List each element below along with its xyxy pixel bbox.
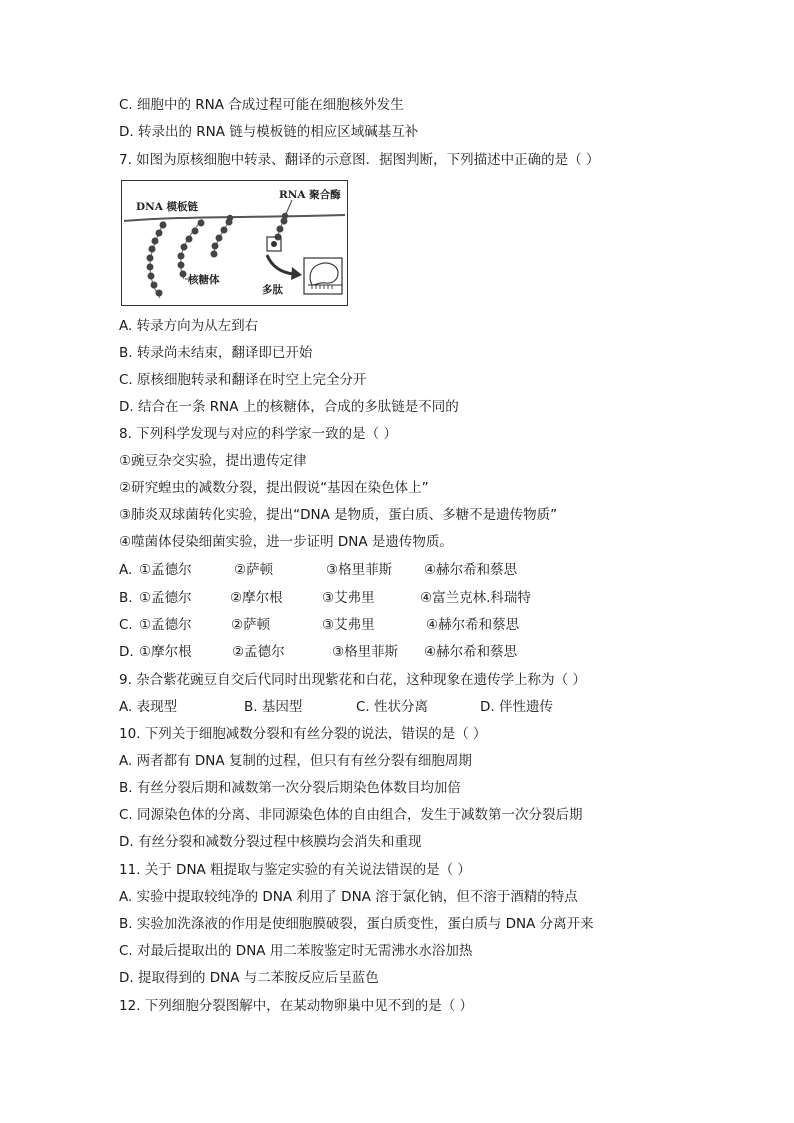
- q7-stem: 7. 如图为原核细胞中转录、翻译的示意图．据图判断，下列描述中正确的是（ ）: [119, 152, 600, 168]
- ribosome-dot: [147, 255, 154, 262]
- label-dna-template: DNA 模板链: [136, 201, 199, 213]
- ribosome-dot: [186, 236, 193, 243]
- q8-option-b-c1: ①孟德尔: [139, 590, 192, 606]
- q8-option-d-c4: ④赫尔希和蔡思: [424, 644, 518, 660]
- ribosome-dot: [148, 273, 155, 280]
- q10-option-c: C. 同源染色体的分离、非同源染色体的自由组合，发生于减数第一次分裂后期: [119, 807, 583, 823]
- q8-option-c-c1: ①孟德尔: [139, 617, 192, 633]
- q8-item-4: ④噬菌体侵染细菌实验，进一步证明 DNA 是遗传物质。: [119, 534, 453, 550]
- q8-option-c-c2: ②萨顿: [231, 617, 271, 633]
- ribosome-dot: [156, 230, 163, 237]
- ribosome-dot: [149, 246, 156, 253]
- label-ribosome: 核糖体: [188, 274, 220, 286]
- ribosome-dot: [198, 220, 205, 227]
- q9-option-c: C. 性状分离: [356, 699, 429, 715]
- q8-stem: 8. 下列科学发现与对应的科学家一致的是（ ）: [119, 426, 397, 442]
- q7-option-a: A. 转录方向为从左到右: [119, 318, 259, 334]
- q7-option-d: D. 结合在一条 RNA 上的核糖体，合成的多肽链是不同的: [119, 399, 459, 415]
- q8-option-d-c1: ①摩尔根: [139, 644, 192, 660]
- rnap-pointer: [286, 200, 292, 214]
- q9-stem: 9. 杂合紫花豌豆自交后代同时出现紫花和白花，这种现象在遗传学上称为（ ）: [119, 672, 586, 688]
- enlarged-ribosome: [310, 263, 338, 285]
- q8-option-b-c2: ②摩尔根: [230, 590, 283, 606]
- q8-option-b-c4: ④富兰克林.科瑞特: [420, 590, 531, 606]
- q11-option-a: A. 实验中提取较纯净的 DNA 利用了 DNA 溶于氯化钠，但不溶于酒精的特点: [119, 889, 578, 905]
- q8-item-1: ①豌豆杂交实验，提出遗传定律: [119, 453, 307, 469]
- q8-option-a-c3: ③格里菲斯: [326, 562, 393, 578]
- q10-option-b: B. 有丝分裂后期和减数第一次分裂后期染色体数目均加倍: [119, 780, 461, 796]
- zoom-arrow: [267, 255, 294, 274]
- q10-stem: 10. 下列关于细胞减数分裂和有丝分裂的说法，错误的是（ ）: [119, 726, 487, 742]
- q9-option-a: A. 表现型: [119, 699, 178, 715]
- q10-option-a: A. 两者都有 DNA 复制的过程，但只有有丝分裂有细胞周期: [119, 753, 472, 769]
- q8-option-a-letter: A.: [119, 562, 133, 578]
- ribosome-dot: [178, 262, 185, 269]
- q8-option-a-c4: ④赫尔希和蔡思: [424, 562, 518, 578]
- q11-stem: 11. 关于 DNA 粗提取与鉴定实验的有关说法错误的是（ ）: [119, 862, 471, 878]
- q8-option-d-letter: D.: [119, 644, 134, 660]
- label-rna-polymerase: RNA 聚合酶: [279, 189, 341, 201]
- ribosome-dot: [277, 226, 284, 233]
- q8-option-b-c3: ③艾弗里: [322, 590, 375, 606]
- q11-option-c: C. 对最后提取出的 DNA 用二苯胺鉴定时无需沸水水浴加热: [119, 943, 473, 959]
- dna-strand: [124, 215, 345, 221]
- ribosome-dot: [178, 253, 185, 260]
- q7-option-c: C. 原核细胞转录和翻译在时空上完全分开: [119, 372, 367, 388]
- transcription-translation-diagram: [121, 180, 348, 306]
- q6-option-d: D. 转录出的 RNA 链与模板链的相应区域碱基互补: [119, 124, 419, 140]
- q8-item-2: ②研究蝗虫的减数分裂，提出假说“基因在染色体上”: [119, 480, 429, 496]
- q8-option-d-c3: ③格里菲斯: [332, 644, 399, 660]
- q8-option-b-letter: B.: [119, 590, 133, 606]
- q8-option-c-c4: ④赫尔希和蔡思: [426, 617, 520, 633]
- ribosome-dot: [180, 271, 187, 278]
- ribosome-dot: [156, 290, 163, 297]
- q8-option-c-letter: C.: [119, 617, 133, 633]
- ribosome-dot: [147, 264, 154, 271]
- q11-option-b: B. 实验加洗涤液的作用是使细胞膜破裂，蛋白质变性，蛋白质与 DNA 分离开来: [119, 916, 594, 932]
- q6-option-c: C. 细胞中的 RNA 合成过程可能在细胞核外发生: [119, 97, 404, 113]
- label-peptide: 多肽: [262, 284, 283, 296]
- ribosome-dot: [212, 243, 219, 250]
- ribosome-dot: [151, 282, 158, 289]
- ribosome-dot: [221, 227, 228, 234]
- q11-option-d: D. 提取得到的 DNA 与二苯胺反应后呈蓝色: [119, 970, 379, 986]
- ribosome-dot: [152, 238, 159, 245]
- q8-option-a-c1: ①孟德尔: [139, 562, 192, 578]
- q9-option-d: D. 伴性遗传: [480, 699, 553, 715]
- ribosome-dot: [211, 251, 218, 258]
- q8-option-d-c2: ②孟德尔: [232, 644, 285, 660]
- rna-polymerase-dot: [227, 215, 233, 221]
- q8-option-c-c3: ③艾弗里: [322, 617, 375, 633]
- q9-option-b: B. 基因型: [244, 699, 303, 715]
- ribosome-dot: [160, 222, 167, 229]
- ribosome-dot: [216, 235, 223, 242]
- rna-polymerase-dot: [282, 213, 288, 219]
- ribosome-dot: [181, 244, 188, 251]
- ribosome-dot: [192, 228, 199, 235]
- q8-option-a-c2: ②萨顿: [234, 562, 274, 578]
- q8-item-3: ③肺炎双球菌转化实验，提出“DNA 是物质，蛋白质、多糖不是遗传物质”: [119, 507, 558, 523]
- q10-option-d: D. 有丝分裂和减数分裂过程中核膜均会消失和重现: [119, 834, 422, 850]
- q7-option-b: B. 转录尚未结束，翻译即已开始: [119, 345, 313, 361]
- q12-stem: 12. 下列细胞分裂图解中，在某动物卵巢中见不到的是（ ）: [119, 998, 474, 1014]
